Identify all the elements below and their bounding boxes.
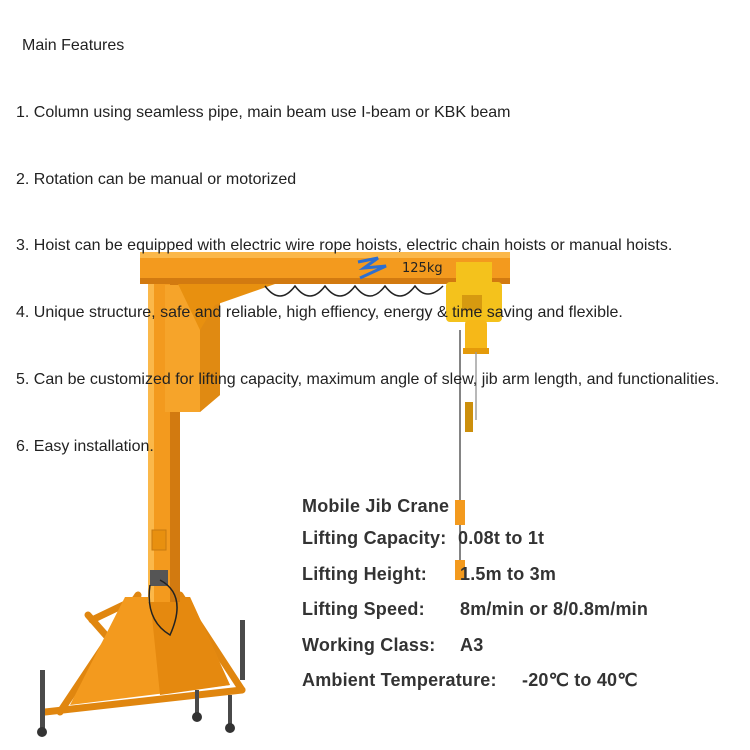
- spec-label: Lifting Speed:: [302, 599, 425, 619]
- spec-label: Lifting Height:: [302, 563, 427, 584]
- main-features-heading: Main Features: [22, 37, 125, 54]
- load-badge: 125kg: [402, 261, 443, 276]
- spec-value: 8m/min or 8/0.8m/min: [460, 599, 649, 619]
- feature-item-1: 1. Column using seamless pipe, main beam use I-beam or KBK beam: [16, 104, 511, 121]
- spec-row-working-class: [302, 634, 484, 671]
- product-name: Mobile Jib Crane: [302, 496, 450, 516]
- spec-label: Ambient Temperature:: [302, 670, 497, 690]
- feature-item-6: 6. Easy installation.: [16, 438, 154, 455]
- feature-item-4: 4. Unique structure, safe and reliable, high effiency, energy & time saving and flexible.: [16, 304, 623, 321]
- spec-value: 0.08t to 1t: [458, 528, 545, 548]
- spec-row-ambient-temperature: [302, 670, 638, 706]
- spec-panel: [302, 496, 649, 706]
- spec-value: A3: [460, 634, 484, 655]
- spec-value: -20℃ to 40℃: [522, 670, 638, 690]
- feature-item-3: 3. Hoist can be equipped with electric wire rope hoists, electric chain hoists or manual hoists.: [16, 237, 673, 254]
- spec-value: 1.5m to 3m: [460, 563, 557, 584]
- spec-row-lifting-height: [302, 563, 557, 600]
- feature-item-2: 2. Rotation can be manual or motorized: [16, 171, 297, 188]
- spec-label: Working Class:: [302, 634, 436, 655]
- feature-item-5: 5. Can be customized for lifting capacity, maximum angle of slew, jib arm length, and functionalities.: [16, 371, 720, 388]
- spec-label: Lifting Capacity:: [302, 528, 447, 548]
- spec-row-lifting-speed: [302, 599, 649, 635]
- spec-row-lifting-capacity: [302, 528, 545, 564]
